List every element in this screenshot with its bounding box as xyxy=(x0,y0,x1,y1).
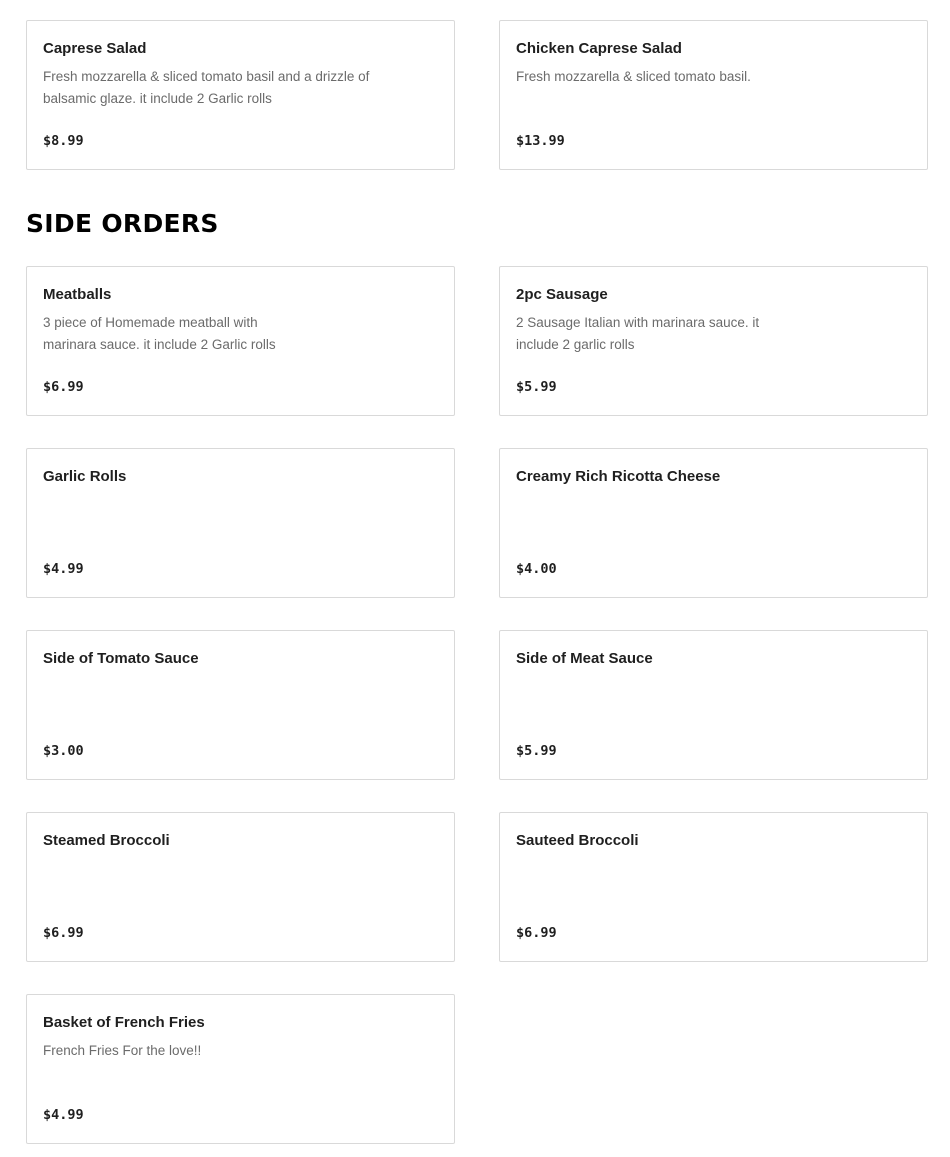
menu-item-card-caprese-salad[interactable] xyxy=(26,20,455,170)
menu-item-name: Side of Tomato Sauce xyxy=(43,650,199,667)
menu-item-name: Chicken Caprese Salad xyxy=(516,40,682,57)
menu-item-price: $8.99 xyxy=(43,133,84,149)
menu-item-name: Creamy Rich Ricotta Cheese xyxy=(516,468,721,485)
menu-item-card-side-of-meat-sauce[interactable] xyxy=(499,630,928,780)
menu-item-name: Sauteed Broccoli xyxy=(516,832,639,849)
menu-item-description: French Fries For the love!! xyxy=(43,1043,202,1058)
menu-item-price: $4.00 xyxy=(516,561,557,577)
menu-item-price: $3.00 xyxy=(43,743,84,759)
menu-item-name: Basket of French Fries xyxy=(43,1014,205,1031)
menu-item-price: $5.99 xyxy=(516,743,557,759)
menu-item-price: $5.99 xyxy=(516,379,557,395)
menu-item-price: $13.99 xyxy=(516,133,565,149)
menu-item-name: Meatballs xyxy=(43,286,112,303)
menu-item-description: 3 piece of Homemade meatball with marinara sauce. it include 2 Garlic rolls xyxy=(43,315,276,352)
menu-item-card-basket-of-french-fries[interactable] xyxy=(26,994,455,1144)
menu-item-name: Side of Meat Sauce xyxy=(516,650,653,667)
menu-item-card-2pc-sausage[interactable] xyxy=(499,266,928,416)
menu-item-card-creamy-rich-ricotta-cheese[interactable] xyxy=(499,448,928,598)
menu-item-name: Steamed Broccoli xyxy=(43,832,170,849)
section-heading-side-orders: SIDE ORDERS xyxy=(26,209,219,238)
menu-item-card-steamed-broccoli[interactable] xyxy=(26,812,455,962)
menu-item-description: 2 Sausage Italian with marinara sauce. it include 2 garlic rolls xyxy=(516,315,760,352)
menu-item-price: $4.99 xyxy=(43,1107,84,1123)
menu-item-card-chicken-caprese-salad[interactable] xyxy=(499,20,928,170)
menu-item-price: $4.99 xyxy=(43,561,84,577)
menu-item-price: $6.99 xyxy=(516,925,557,941)
menu-item-card-sauteed-broccoli[interactable] xyxy=(499,812,928,962)
menu-item-price: $6.99 xyxy=(43,379,84,395)
menu-item-description: Fresh mozzarella & sliced tomato basil. xyxy=(516,69,751,84)
menu-item-card-garlic-rolls[interactable] xyxy=(26,448,455,598)
menu-item-card-meatballs[interactable] xyxy=(26,266,455,416)
menu-item-card-side-of-tomato-sauce[interactable] xyxy=(26,630,455,780)
menu-item-name: Garlic Rolls xyxy=(43,468,127,485)
menu-item-price: $6.99 xyxy=(43,925,84,941)
menu-item-name: Caprese Salad xyxy=(43,40,147,57)
menu-item-name: 2pc Sausage xyxy=(516,286,608,303)
menu-item-description: Fresh mozzarella & sliced tomato basil and a drizzle of balsamic glaze. it include 2 Garlic rolls xyxy=(43,69,370,106)
